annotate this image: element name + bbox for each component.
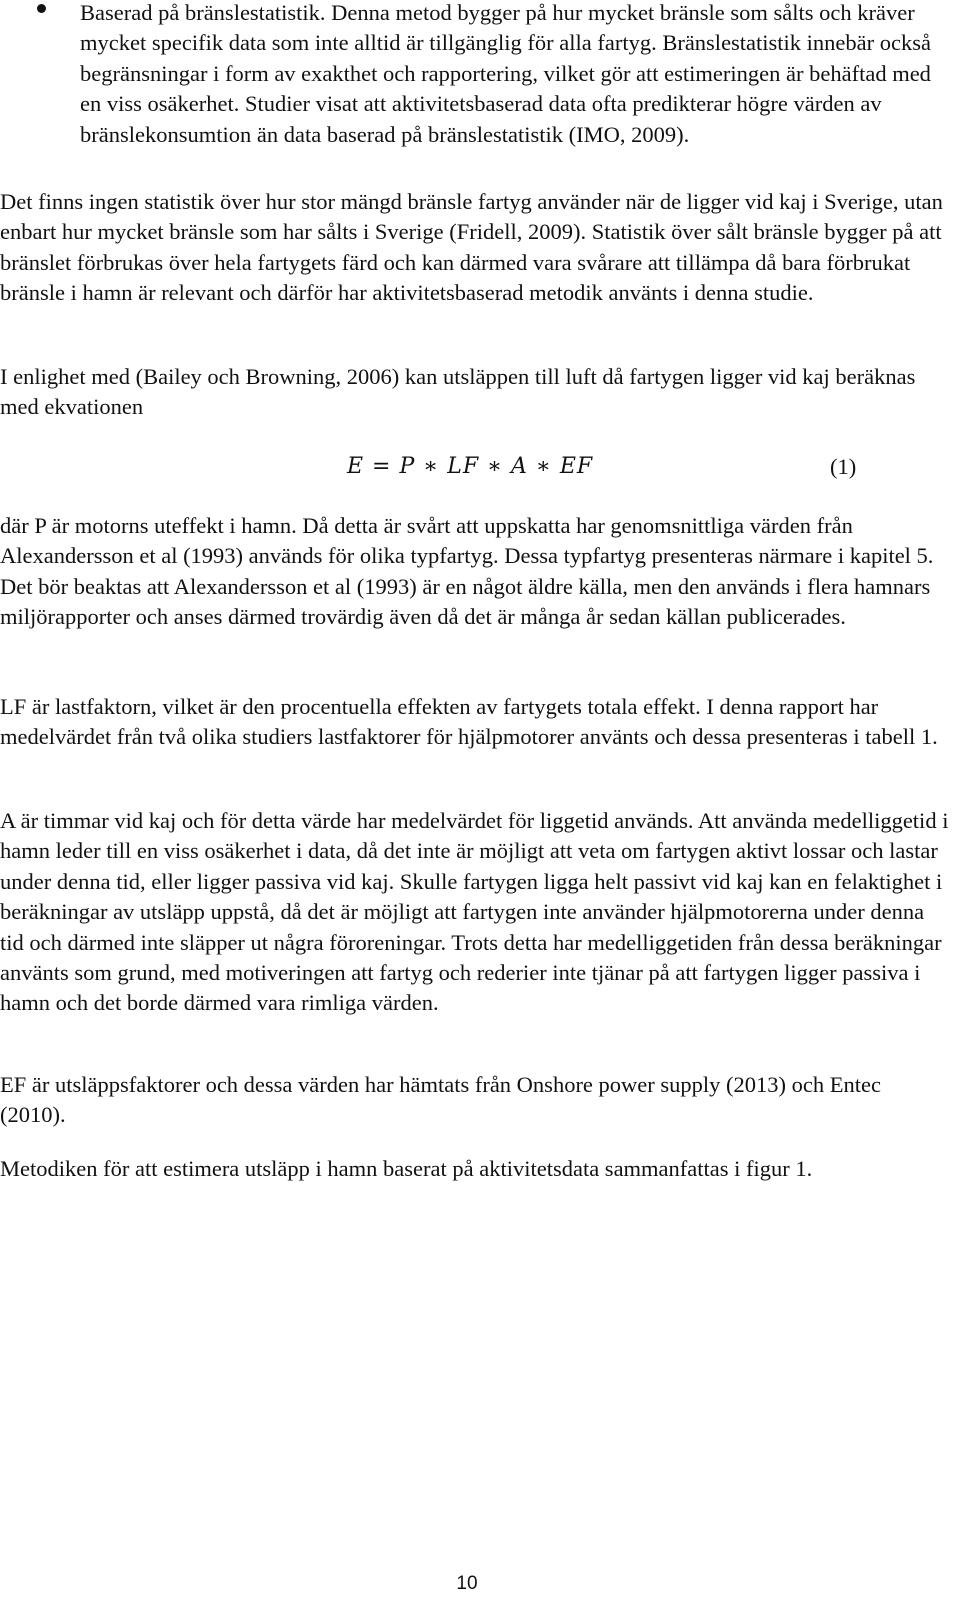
paragraph-load-factor: LF är lastfaktorn, vilket är den procentuella effekten av fartygets totala effekt. I denna rapport har medelvärdet från två olika studiers lastfaktorer för hjälpmotorer använts och dessa presenteras i tabell 1. — [0, 694, 938, 750]
paragraph-hours-at-berth: A är timmar vid kaj och för detta värde har medelvärdet för liggetid används. Att använda medelliggetid i hamn leder till en viss osäkerhet i data, då det inte är möjligt att veta om fartygen aktivt lossar och lastar under denna tid, eller ligger passiva vid kaj. Skulle fartygen ligga helt passivt vid kaj kan en felaktighet i beräkningar av utsläpp uppstå, då det är möjligt att fartygen inte använder hjälpmotorerna under denna tid och därmed inte släpper ut några föroreningar. Trots detta har medelliggetiden från dessa beräkningar använts som grund, med motiveringen att fartyg och rederier inte tjänar på att fartygen ligger passiva i hamn och det borde därmed vara rimliga värden. — [0, 808, 949, 1016]
paragraph-fuel-statistics: Det finns ingen statistik över hur stor mängd bränsle fartyg använder när de ligger vid kaj i Sverige, utan enbart hur mycket bränsle som har sålts i Sverige (Fridell, 2009). Statistik över sålt bränsle bygger på att bränslet förbrukas över hela fartygets färd och kan därmed vara svårare att tillämpa då bara förbrukat bränsle i hamn är relevant och därför har aktivitetsbaserad metodik använts i denna studie. — [0, 189, 943, 306]
page-number: 10 — [456, 1573, 478, 1594]
equation-block — [0, 452, 960, 486]
paragraph-power: där P är motorns uteffekt i hamn. Då detta är svårt att uppskatta har genomsnittliga värden från Alexandersson et al (1993) används för olika typfartyg. Dessa typfartyg presenteras närmare i kapitel 5. Det bör beaktas att Alexandersson et al (1993) är en något äldre källa, men den används i flera hamnars miljörapporter och anses därmed trovärdig även då det är många år sedan källan publicerades. — [0, 513, 934, 630]
bullet-item: Baserad på bränslestatistik. Denna metod bygger på hur mycket bränsle som sålts och kräver mycket specifik data som inte alltid är tillgänglig för alla fartyg. Bränslestatistik innebär också begränsningar i form av exakthet och rapportering, vilket gör att estimeringen är behäftad med en viss osäkerhet. Studier visat att aktivitetsbaserad data ofta predikterar högre värden av bränslekonsumtion än data baserad på bränslestatistik (IMO, 2009). — [80, 0, 932, 147]
equation-number: (1) — [830, 454, 857, 479]
paragraph-equation-intro: I enlighet med (Bailey och Browning, 2006) kan utsläppen till luft då fartygen ligger vid kaj beräknas med ekvationen — [0, 364, 916, 420]
bullet-icon — [37, 4, 46, 13]
paragraph-emission-factors: EF är utsläppsfaktorer och dessa värden har hämtats från Onshore power supply (2013) och Entec (2010). — [0, 1072, 881, 1128]
paragraph-methodology: Metodiken för att estimera utsläpp i hamn baserat på aktivitetsdata sammanfattas i figur 1. — [0, 1156, 813, 1181]
equation: E = P ∗ LF ∗ A ∗ EF — [347, 454, 594, 479]
